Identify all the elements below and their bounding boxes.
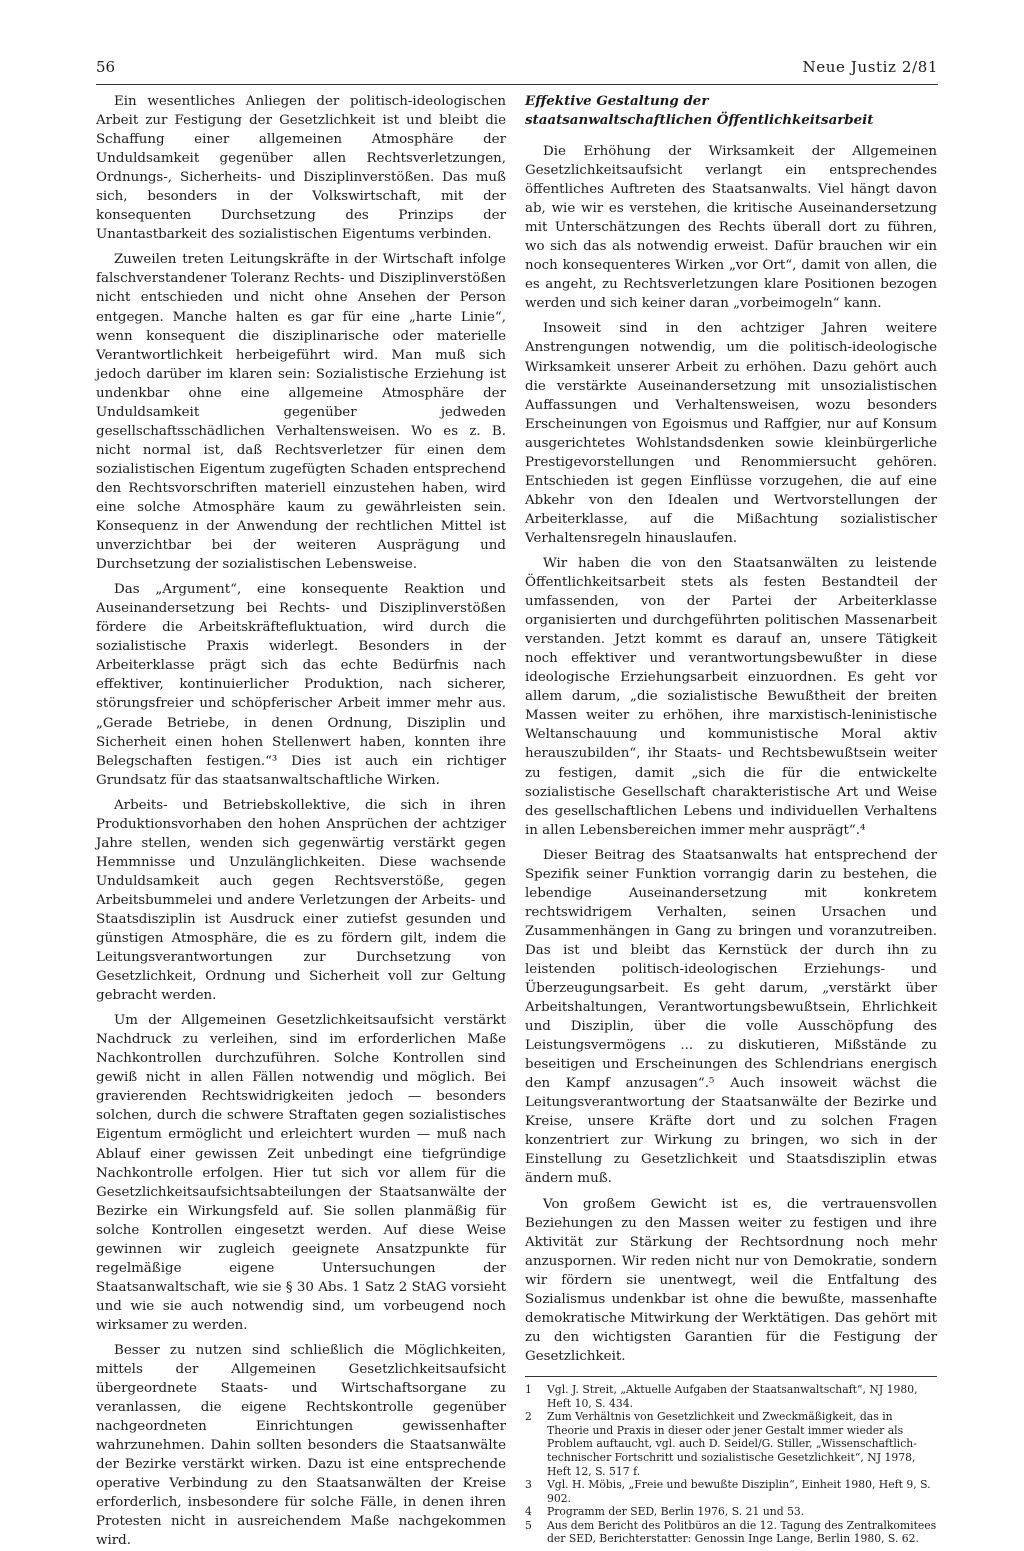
footnotes xyxy=(525,1383,937,1546)
journal-title: Neue Justiz 2/81 xyxy=(802,58,938,76)
section-heading-line: Effektive Gestaltung der xyxy=(525,93,709,109)
paragraph: Von großem Gewicht ist es, die vertrauensvollen Beziehungen zu den Massen weiter zu festigen und ihre Aktivität zur Stärkung der Rechtsordnung noch mehr anzuspornen. Wir reden nicht nur von Demokratie, sondern wir fördern sie unentwegt, weil die Entfaltung des Sozialismus undenkbar ist ohne die bewußte, massenhafte demokratische Mitwirkung der Werktätigen. Das gehört mit zu den wichtigsten Garantien für die Festigung der Gesetzlichkeit. xyxy=(525,1196,937,1364)
footnote xyxy=(525,1519,937,1546)
section-heading-line: staatsanwaltschaftlichen Öffentlichkeitsarbeit xyxy=(525,112,874,128)
header-rule xyxy=(96,84,938,85)
paragraph: Besser zu nutzen sind schließlich die Möglichkeiten, mittels der Allgemeinen Gesetzlichkeitsaufsicht übergeordnete Staats- und Wirtschaftsorgane zu veranlassen, die eigene Rechtskontrolle gegenüber nachgeordneten Einrichtungen gewissenhafter wahrzunehmen. Dahin sollten besonders die Staatsanwälte der Bezirke verstärkt wirken. Dazu ist eine entsprechende operative Verbindung zu den Staatsanwälten der Kreise erforderlich, insbesondere für solche Fälle, in denen ihren Protesten nicht in ausreichendem Maße nachgekommen wird. xyxy=(96,1343,506,1549)
left-column xyxy=(96,92,506,1551)
footnote-number: 1 xyxy=(525,1382,532,1396)
paragraph: Wir haben die von den Staatsanwälten zu leistende Öffentlichkeitsarbeit stets als festen Bestandteil der umfassenden, von der Partei der Arbeiterklasse organisierten und durchgeführten politischen Massenarbeit verstanden. Jetzt kommt es darauf an, unsere Tätigkeit noch effektiver und verantwortungsbewußter in diese ideologische Erziehungsarbeit einzuordnen. Es geht vor allem darum, „die sozialistische Bewußtheit der breiten Massen weiter zu erhöhen, ihre marxistisch-leninistische Weltanschauung und kommunistische Moral aktiv herauszubilden“, ihr Staats- und Rechtsbewußtsein weiter zu festigen, damit „sich die für die entwickelte sozialistische Gesellschaft charakteristische Art und Weise des gesellschaftlichen Lebens und individuellen Verhaltens in allen Lebensbereichen immer mehr ausprägt“.⁴ xyxy=(525,555,937,838)
right-column xyxy=(525,92,937,1546)
paragraph: Zuweilen treten Leitungskräfte in der Wirtschaft infolge falschverstandener Toleranz Rechts- und Disziplinverstößen nicht entschieden und nicht ohne Ansehen der Person entgegen. Manche halten es gar für eine „harte Linie“, wenn konsequent die disziplinarische oder materielle Verantwortlichkeit herbeigeführt wird. Man muß sich jedoch darüber im klaren sein: Sozialistische Erziehung ist undenkbar ohne eine allgemeine Atmosphäre der Unduldsamkeit gegenüber jedweden gesellschaftsschädlichen Verhaltensweisen. Wo es z. B. nicht normal ist, daß Rechtsverletzer für einen dem sozialistischen Eigentum zugefügten Schaden entsprechend den Rechtsvorschriften materiell einzustehen haben, wird eine solche Atmosphäre kaum zu gewährleisten sein. Konsequenz in der Anwendung der rechtlichen Mittel ist unverzichtbar bei der weiteren Ausprägung und Durchsetzung der sozialistischen Lebensweise. xyxy=(96,252,506,573)
footnote-number: 2 xyxy=(525,1410,532,1424)
footnote-text: Aus dem Bericht des Politbüros an die 12. Tagung des Zentralkomitees der SED, Berichterstatter: Genossin Inge Lange, Berlin 1980, S. 62. xyxy=(547,1518,937,1546)
footnote-number: 3 xyxy=(525,1478,532,1492)
footnote xyxy=(525,1505,937,1519)
footnote xyxy=(525,1383,937,1410)
footnote-text: Programm der SED, Berlin 1976, S. 21 und 53. xyxy=(547,1505,805,1519)
footnote-text: Zum Verhältnis von Gesetzlichkeit und Zweckmäßigkeit, das in Theorie und Praxis in dieser oder jener Gestalt immer wieder als Problem auftaucht, vgl. auch D. Seidel/G. Stiller, „Wissenschaftlich-technischer Fortschritt und sozialistische Gesetzlichkeit“, NJ 1978, Heft 12, S. 517 f. xyxy=(547,1410,917,1478)
page-header xyxy=(96,58,938,84)
paragraph: Um der Allgemeinen Gesetzlichkeitsaufsicht verstärkt Nachdruck zu verleihen, sind im erforderlichen Maße Nachkontrollen durchzuführen. Solche Kontrollen sind gewiß nicht in allen Fällen notwendig und möglich. Bei gravierenden Rechtswidrigkeiten jedoch — besonders solchen, durch die schwere Straftaten gegen sozialistisches Eigentum ermöglicht und erleichtert wurden — muß nach Ablauf einer gewissen Zeit unbedingt eine tiefgründige Nachkontrolle erfolgen. Hier tut sich vor allem für die Gesetzlichkeitsaufsichtsabteilungen der Staatsanwälte der Bezirke ein Wirkungsfeld auf. Sie sollen planmäßig für solche Kontrollen eingesetzt werden. Auf diese Weise gewinnen wir zugleich geeignete Ansatzpunkte für regelmäßige eigene Untersuchungen der Staatsanwaltschaft, wie sie § 30 Abs. 1 Satz 2 StAG vorsieht und wie sie auch notwendig sind, um vorbeugend noch wirksamer zu werden. xyxy=(96,1013,506,1333)
paragraph: Das „Argument“, eine konsequente Reaktion und Auseinandersetzung bei Rechts- und Disziplinverstößen fördere die Arbeitskräftefluktuation, wird durch die sozialistische Praxis widerlegt. Besonders in der Arbeiterklasse prägt sich das echte Bedürfnis nach effektiver, kontinuierlicher Produktion, nach sicherer, störungsfreier und schöpferischer Arbeit immer mehr aus. „Gerade Betriebe, in denen Ordnung, Disziplin und Sicherheit einen hohen Stellenwert haben, konnten ihre Belegschaften festigen.“³ Dies ist auch ein richtiger Grundsatz für das staatsanwaltschaftliche Wirken. xyxy=(96,582,506,788)
footnote-rule xyxy=(525,1376,937,1377)
footnote xyxy=(525,1410,937,1478)
footnote-text: Vgl. J. Streit, „Aktuelle Aufgaben der Staatsanwaltschaft“, NJ 1980, Heft 10, S. 434. xyxy=(547,1382,918,1410)
footnote-number: 4 xyxy=(525,1505,532,1519)
footnote xyxy=(525,1478,937,1505)
footnote-number: 5 xyxy=(525,1518,532,1532)
paragraph: Ein wesentliches Anliegen der politisch-ideologischen Arbeit zur Festigung der Gesetzlichkeit ist und bleibt die Schaffung einer allgemeinen Atmosphäre der Unduldsamkeit gegenüber allen Rechtsverletzungen, Ordnungs-, Sicherheits- und Disziplinverstößen. Das muß sich, besonders in der Volkswirtschaft, mit der konsequenten Durchsetzung des Prinzips der Unantastbarkeit des sozialistischen Eigentums verbinden. xyxy=(96,94,506,243)
paragraph: Insoweit sind in den achtziger Jahren weitere Anstrengungen notwendig, um die politisch-ideologische Wirksamkeit unserer Arbeit zu erhöhen. Dazu gehört auch die verstärkte Auseinandersetzung mit unsozialistischen Auffassungen und Verhaltensweisen, wozu besonders Erscheinungen von Egoismus und Raffgier, nur auf Konsum ausgerichtetes Wohlstandsdenken sowie kleinbürgerliche Prestigevorstellungen und Renommiersucht gehören. Entschieden ist gegen Einflüsse vorzugehen, die auf eine Abkehr von den Idealen und Wertvorstellungen der Arbeiterklasse, auf die Mißachtung sozialistischer Verhaltensregeln hinauslaufen. xyxy=(525,321,937,546)
paragraph: Arbeits- und Betriebskollektive, die sich in ihren Produktionsvorhaben den hohen Ansprüchen der achtziger Jahre stellen, wenden sich gegenwärtig verstärkt gegen Hemmnisse und Unzulänglichkeiten. Diese wachsende Unduldsamkeit auch gegen Rechtsverstöße, gegen Arbeitsbummelei und andere Verletzungen der Arbeits- und Staatsdisziplin ist Ausdruck einer zutiefst gesunden und günstigen Atmosphäre, die es zu fördern gilt, indem die Leitungsverantwortungen zur Durchsetzung von Gesetzlichkeit, Ordnung und Sicherheit voll zur Geltung gebracht werden. xyxy=(96,797,506,1004)
section-heading xyxy=(525,92,937,130)
page-number: 56 xyxy=(96,58,116,76)
paragraph: Die Erhöhung der Wirksamkeit der Allgemeinen Gesetzlichkeitsaufsicht verlangt ein entsprechendes öffentliches Auftreten des Staatsanwalts. Viel hängt davon ab, wie wir es verstehen, die kritische Auseinandersetzung mit Unterschätzungen des Rechts überall dort zu führen, wo sich das als notwendig erweist. Dafür brauchen wir ein noch konsequenteres Wirken „vor Ort“, damit von allen, die es angeht, zu Rechtsverletzungen klare Positionen bezogen werden und sich keiner daran „vorbeimogeln“ kann. xyxy=(525,144,937,312)
paragraph: Dieser Beitrag des Staatsanwalts hat entsprechend der Spezifik seiner Funktion vorrangig darin zu bestehen, die lebendige Auseinandersetzung mit konkretem rechtswidrigem Verhalten, seinen Ursachen und Zusammenhängen in Gang zu bringen und voranzutreiben. Das ist und bleibt das Kernstück der durch ihn zu leistenden politisch-ideologischen Erziehungs- und Überzeugungsarbeit. Es geht darum, „verstärkt über Arbeitshaltungen, Verantwortungsbewußtsein, Ehrlichkeit und Disziplin, über die volle Ausschöpfung des Leistungsvermögens ... zu diskutieren, Mißstände zu beseitigen und Erscheinungen des Schlendrians energisch den Kampf anzusagen“.⁵ Auch insoweit wächst die Leitungsverantwortung der Staatsanwälte der Bezirke und Kreise, unsere Kräfte dort und zu solchen Fragen konzentriert zur Wirkung zu bringen, wo sich in der Einstellung zu Gesetzlichkeit und Staatsdisziplin etwas ändern muß. xyxy=(525,847,937,1187)
footnote-text: Vgl. H. Möbis, „Freie und bewußte Disziplin“, Einheit 1980, Heft 9, S. 902. xyxy=(547,1478,931,1505)
